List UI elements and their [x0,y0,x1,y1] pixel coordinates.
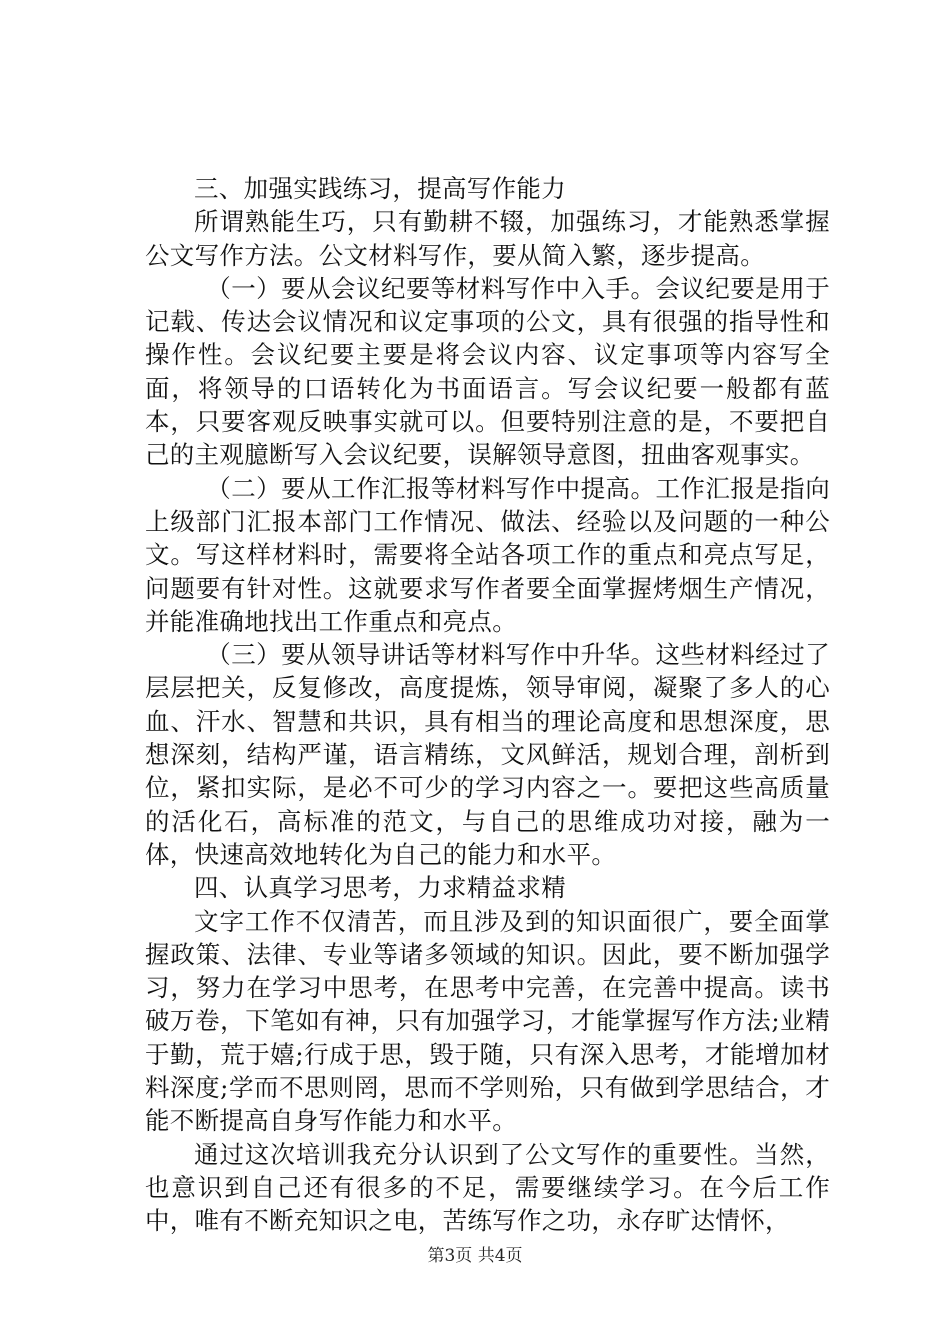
section-heading-3: 三、加强实践练习，提高写作能力 [194,174,566,203]
subsection-3: （三）要从领导讲话等材料写作中升华。这些材料经过了层层把关，反复修改，高度提炼，领导审阅，凝聚了多人的心血、汗水、智慧和共识，具有相当的理论高度和思想深度，思想深刻，结构严谨，语言精练，文风鲜活，规划合理，剖析到位，紧扣实际，是必不可少的学习内容之一。要把这些高质量的活化石，高标准的范文，与自己的思维成功对接，融为一体，快速高效地转化为自己的能力和水平。 [145,640,830,869]
document-body [145,172,830,1238]
paragraph: 文字工作不仅清苦，而且涉及到的知识面很广，要全面掌握政策、法律、专业等诸多领域的知识。因此，要不断加强学习，努力在学习中思考，在思考中完善，在完善中提高。读书破万卷，下笔如有神，只有加强学习，才能掌握写作方法;业精于勤，荒于嬉;行成于思，毁于随，只有深入思考，才能增加材料深度;学而不思则罔，思而不学则殆，只有做到学思结合，才能不断提高自身写作能力和水平。 [145,906,830,1136]
subsection-1: （一）要从会议纪要等材料写作中入手。会议纪要是用于记载、传达会议情况和议定事项的公文，具有很强的指导性和操作性。会议纪要主要是将会议内容、议定事项等内容写全面，将领导的口语转化为书面语言。写会议纪要一般都有蓝本，只要客观反映事实就可以。但要特别注意的是，不要把自己的主观臆断写入会议纪要，误解领导意图，扭曲客观事实。 [145,273,830,470]
paragraph: 通过这次培训我充分认识到了公文写作的重要性。当然，也意识到自己还有很多的不足，需要继续学习。在今后工作中，唯有不断充知识之电，苦练写作之功，永存旷达情怀， [145,1139,830,1236]
subsection-2: （二）要从工作汇报等材料写作中提高。工作汇报是指向上级部门汇报本部门工作情况、做法、经验以及问题的一种公文。写这样材料时，需要将全站各项工作的重点和亮点写足，问题要有针对性。这就要求写作者要全面掌握烤烟生产情况，并能准确地找出工作重点和亮点。 [145,473,830,636]
paragraph: 所谓熟能生巧，只有勤耕不辍，加强练习，才能熟悉掌握公文写作方法。公文材料写作，要从简入繁，逐步提高。 [145,207,830,270]
section-heading-4: 四、认真学习思考，力求精益求精 [194,873,566,903]
page-number-footer: 第3页 共4页 [427,1246,523,1266]
